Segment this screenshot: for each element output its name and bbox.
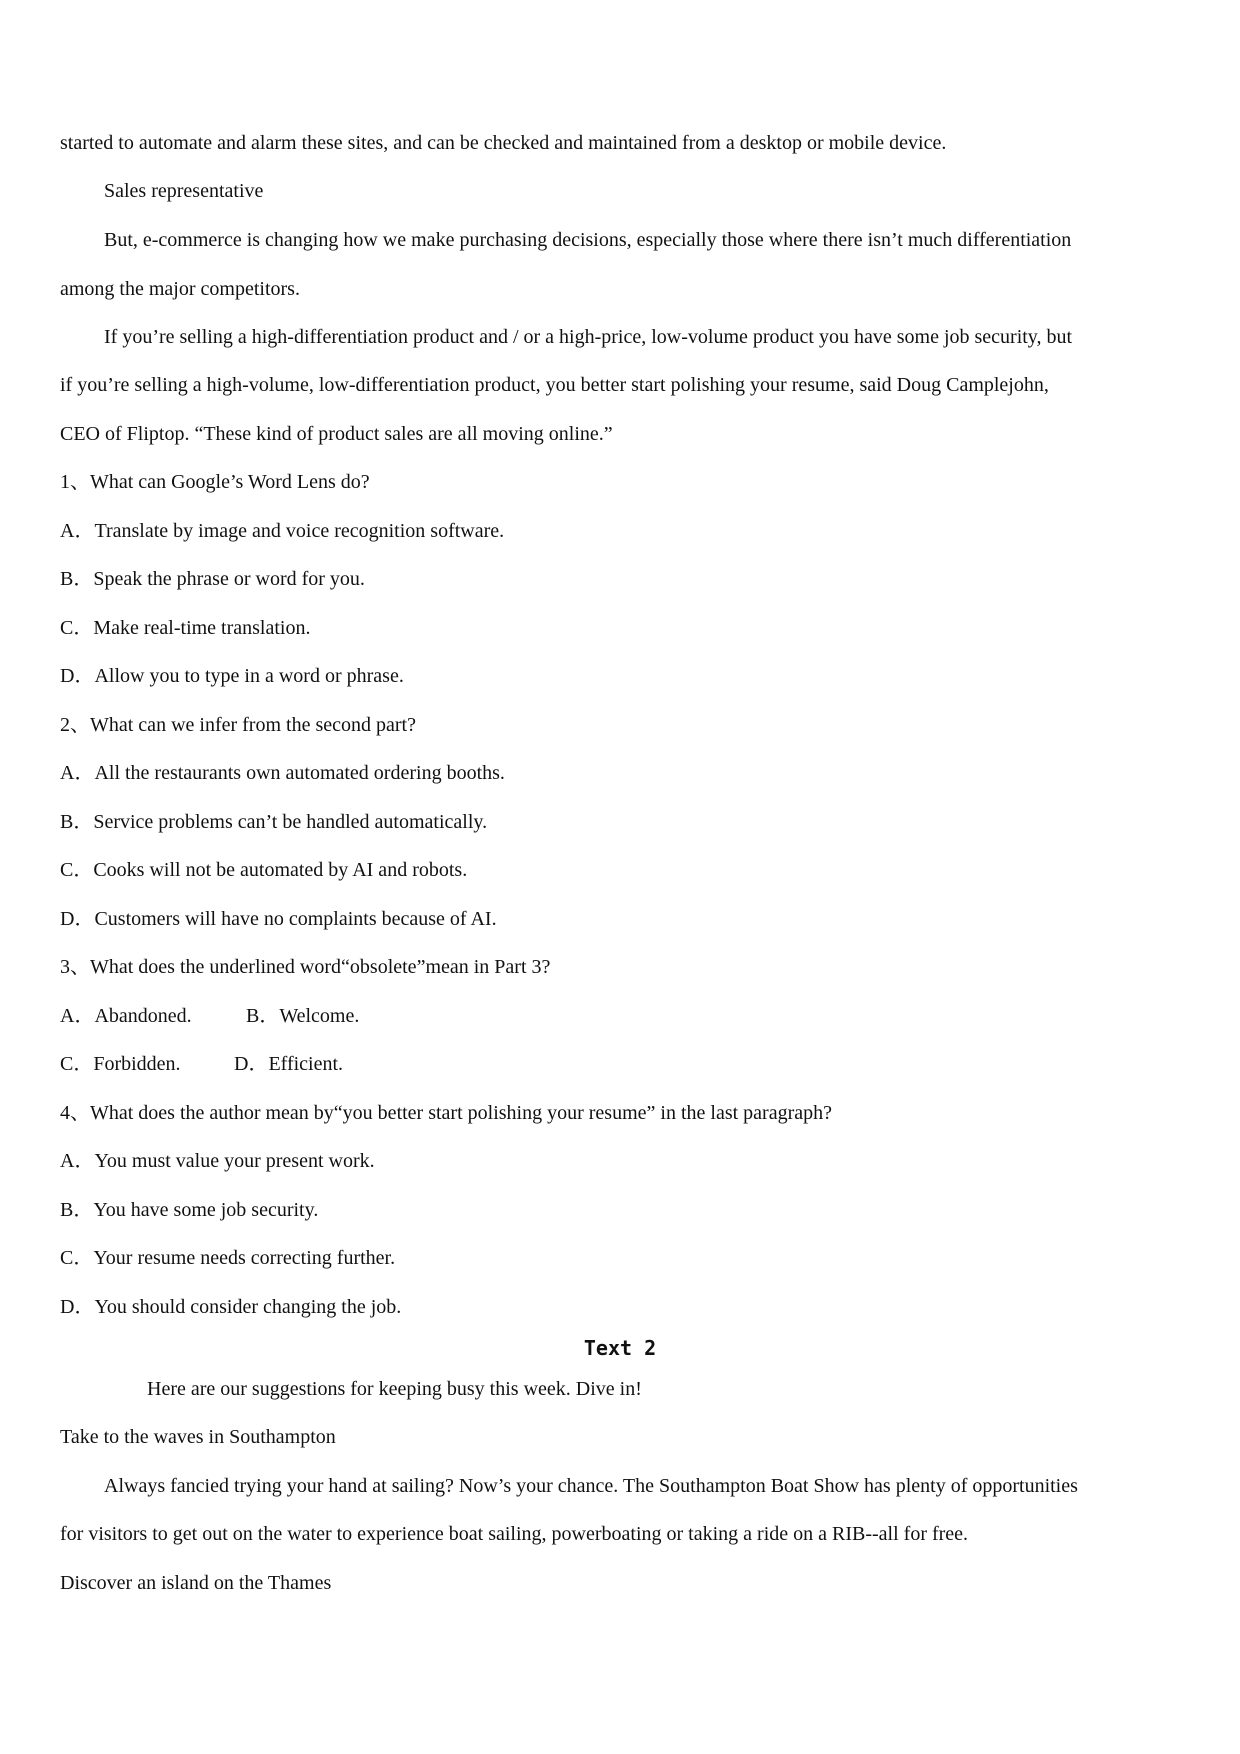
text-2-heading: Text 2 [583, 1336, 657, 1360]
question-4-option-b: B．You have some job security. [60, 1199, 319, 1221]
question-3-stem: 3、What does the underlined word“obsolete”mean in Part 3? [60, 956, 551, 978]
question-3-option-c: C．Forbidden. [60, 1053, 181, 1075]
question-4-option-a: A．You must value your present work. [60, 1150, 375, 1172]
section-southampton-line-2: for visitors to get out on the water to experience boat sailing, powerboating or taking a ride on a RIB--all for free. [60, 1523, 969, 1545]
question-1-option-d: D．Allow you to type in a word or phrase. [60, 665, 404, 687]
question-3-option-a: A．Abandoned. [60, 1005, 192, 1027]
question-2-option-a: A．All the restaurants own automated ordering booths. [60, 762, 505, 784]
question-2-stem: 2、What can we infer from the second part? [60, 714, 416, 736]
paragraph-ecommerce-line-1: But, e-commerce is changing how we make purchasing decisions, especially those where there isn’t much differentiation [104, 229, 1072, 251]
question-2-option-d: D．Customers will have no complaints because of AI. [60, 908, 497, 930]
passage-line-automate: started to automate and alarm these sites, and can be checked and maintained from a desktop or mobile device. [60, 132, 947, 154]
question-4-stem: 4、What does the author mean by“you better start polishing your resume” in the last paragraph? [60, 1102, 832, 1124]
paragraph-selling-line-2: if you’re selling a high-volume, low-differentiation product, you better start polishing your resume, said Doug Camplejohn, [60, 374, 1049, 396]
question-4-option-c: C．Your resume needs correcting further. [60, 1247, 396, 1269]
question-1-option-b: B．Speak the phrase or word for you. [60, 568, 365, 590]
text-2-intro: Here are our suggestions for keeping busy this week. Dive in! [147, 1378, 642, 1400]
subheading-sales-representative: Sales representative [104, 180, 264, 202]
question-1-option-a: A．Translate by image and voice recognition software. [60, 520, 505, 542]
question-2-option-c: C．Cooks will not be automated by AI and robots. [60, 859, 468, 881]
paragraph-selling-line-1: If you’re selling a high-differentiation product and / or a high-price, low-volume product you have some job security, but [104, 326, 1073, 348]
question-3-option-b: B．Welcome. [246, 1005, 360, 1027]
question-1-option-c: C．Make real-time translation. [60, 617, 311, 639]
section-title-southampton: Take to the waves in Southampton [60, 1426, 336, 1448]
section-title-thames-island: Discover an island on the Thames [60, 1572, 332, 1594]
question-3-option-d: D．Efficient. [234, 1053, 344, 1075]
section-southampton-line-1: Always fancied trying your hand at sailing? Now’s your chance. The Southampton Boat Show has plenty of opportunities [104, 1475, 1078, 1497]
paragraph-ecommerce-line-2: among the major competitors. [60, 278, 300, 300]
question-4-option-d: D．You should consider changing the job. [60, 1296, 402, 1318]
question-2-option-b: B．Service problems can’t be handled automatically. [60, 811, 488, 833]
paragraph-selling-line-3: CEO of Fliptop. “These kind of product sales are all moving online.” [60, 423, 613, 445]
question-1-stem: 1、What can Google’s Word Lens do? [60, 471, 370, 493]
